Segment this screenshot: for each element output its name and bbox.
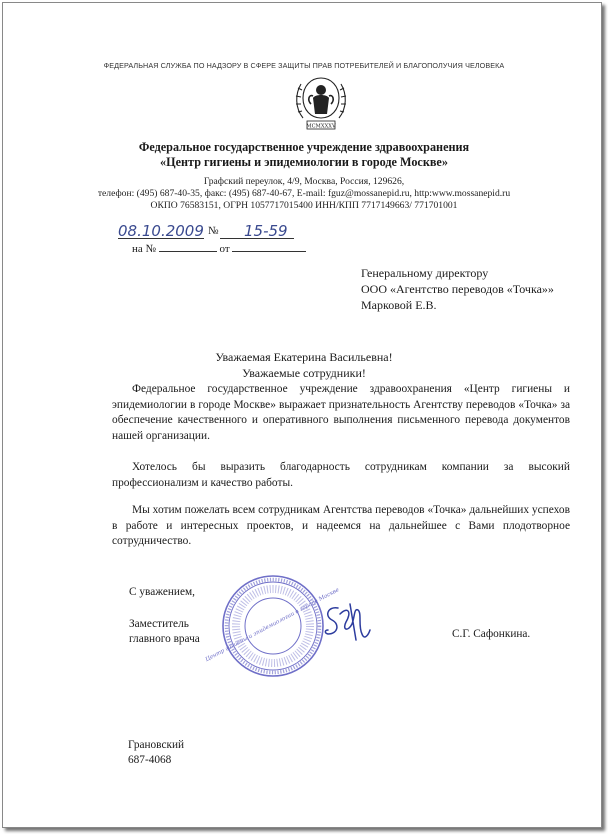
body-paragraph-2: Хотелось бы выразить благодарность сотрудникам компании за высокий профессионализм и качество работы. bbox=[112, 461, 570, 489]
reference-number-field bbox=[159, 242, 217, 252]
outgoing-number-label: № bbox=[208, 225, 219, 237]
closing: С уважением, bbox=[129, 586, 195, 598]
emblem-icon bbox=[293, 74, 349, 136]
org-address: Графский переулок, 4/9, Москва, Россия, 129626, bbox=[203, 176, 405, 187]
emblem-caption: MCMXXXV bbox=[306, 123, 336, 130]
outgoing-date-handwritten: 08.10.2009 bbox=[118, 222, 204, 240]
org-name-line2: «Центр гигиены и эпидемиологии в городе Москве» bbox=[160, 155, 448, 169]
reference-from: от bbox=[219, 243, 230, 255]
reference-prefix: на № bbox=[132, 243, 157, 255]
addressee-line1: Генеральному директору bbox=[361, 266, 489, 280]
signatory-name: С.Г. Сафонкина. bbox=[452, 628, 531, 640]
executor-phone: 687-4068 bbox=[128, 754, 172, 766]
greeting-line1: Уважаемая Екатерина Васильевна! bbox=[215, 350, 393, 364]
stamp-inner-text: Центр гигиены и эпидемиологии в городе Москве bbox=[204, 587, 341, 664]
addressee-line3: Марковой Е.В. bbox=[361, 298, 437, 312]
body-paragraph-3: Мы хотим пожелать всем сотрудникам Агентства переводов «Точка» дальнейших успехов в работе и интересных проектов, и надеемся на дальнейшее с Вами плодотворное сотрудничество. bbox=[112, 504, 570, 548]
body-paragraph-1: Федеральное государственное учреждение здравоохранения «Центр гигиены и эпидемиологии в городе Москве» выражает признательность Агентству переводов «Точка» за обеспечение качественного и оперативного выполнения письменного перевода документов нашей организации. bbox=[112, 383, 570, 443]
greeting-line2: Уважаемые сотрудники! bbox=[242, 366, 366, 380]
addressee-line2: ООО «Агентство переводов «Точка»» bbox=[361, 282, 554, 296]
outgoing-number-handwritten: 15-59 bbox=[244, 222, 288, 240]
date-line bbox=[118, 238, 204, 239]
position-line2: главного врача bbox=[129, 633, 200, 645]
org-phones: телефон: (495) 687-40-35, факс: (495) 687-40-67, E-mail: fguz@mossanepid.ru, http:www.mossanepid.ru bbox=[97, 188, 511, 199]
signature-scrawl bbox=[322, 600, 372, 644]
position-line1: Заместитель bbox=[129, 618, 189, 630]
executor-name: Грановский bbox=[128, 739, 185, 751]
reference-date-field bbox=[232, 242, 306, 252]
org-name-line1: Федеральное государственное учреждение здравоохранения bbox=[138, 140, 470, 154]
org-codes: ОКПО 76583151, ОГРН 1057717015400 ИНН/КПП 7717149663/ 771701001 bbox=[150, 200, 458, 211]
agency-header: ФЕДЕРАЛЬНАЯ СЛУЖБА ПО НАДЗОРУ В СФЕРЕ ЗАЩИТЫ ПРАВ ПОТРЕБИТЕЛЕЙ И БЛАГОПОЛУЧИЯ ЧЕЛОВЕКА bbox=[103, 61, 505, 70]
reference-line bbox=[132, 242, 306, 255]
round-stamp bbox=[204, 573, 341, 679]
